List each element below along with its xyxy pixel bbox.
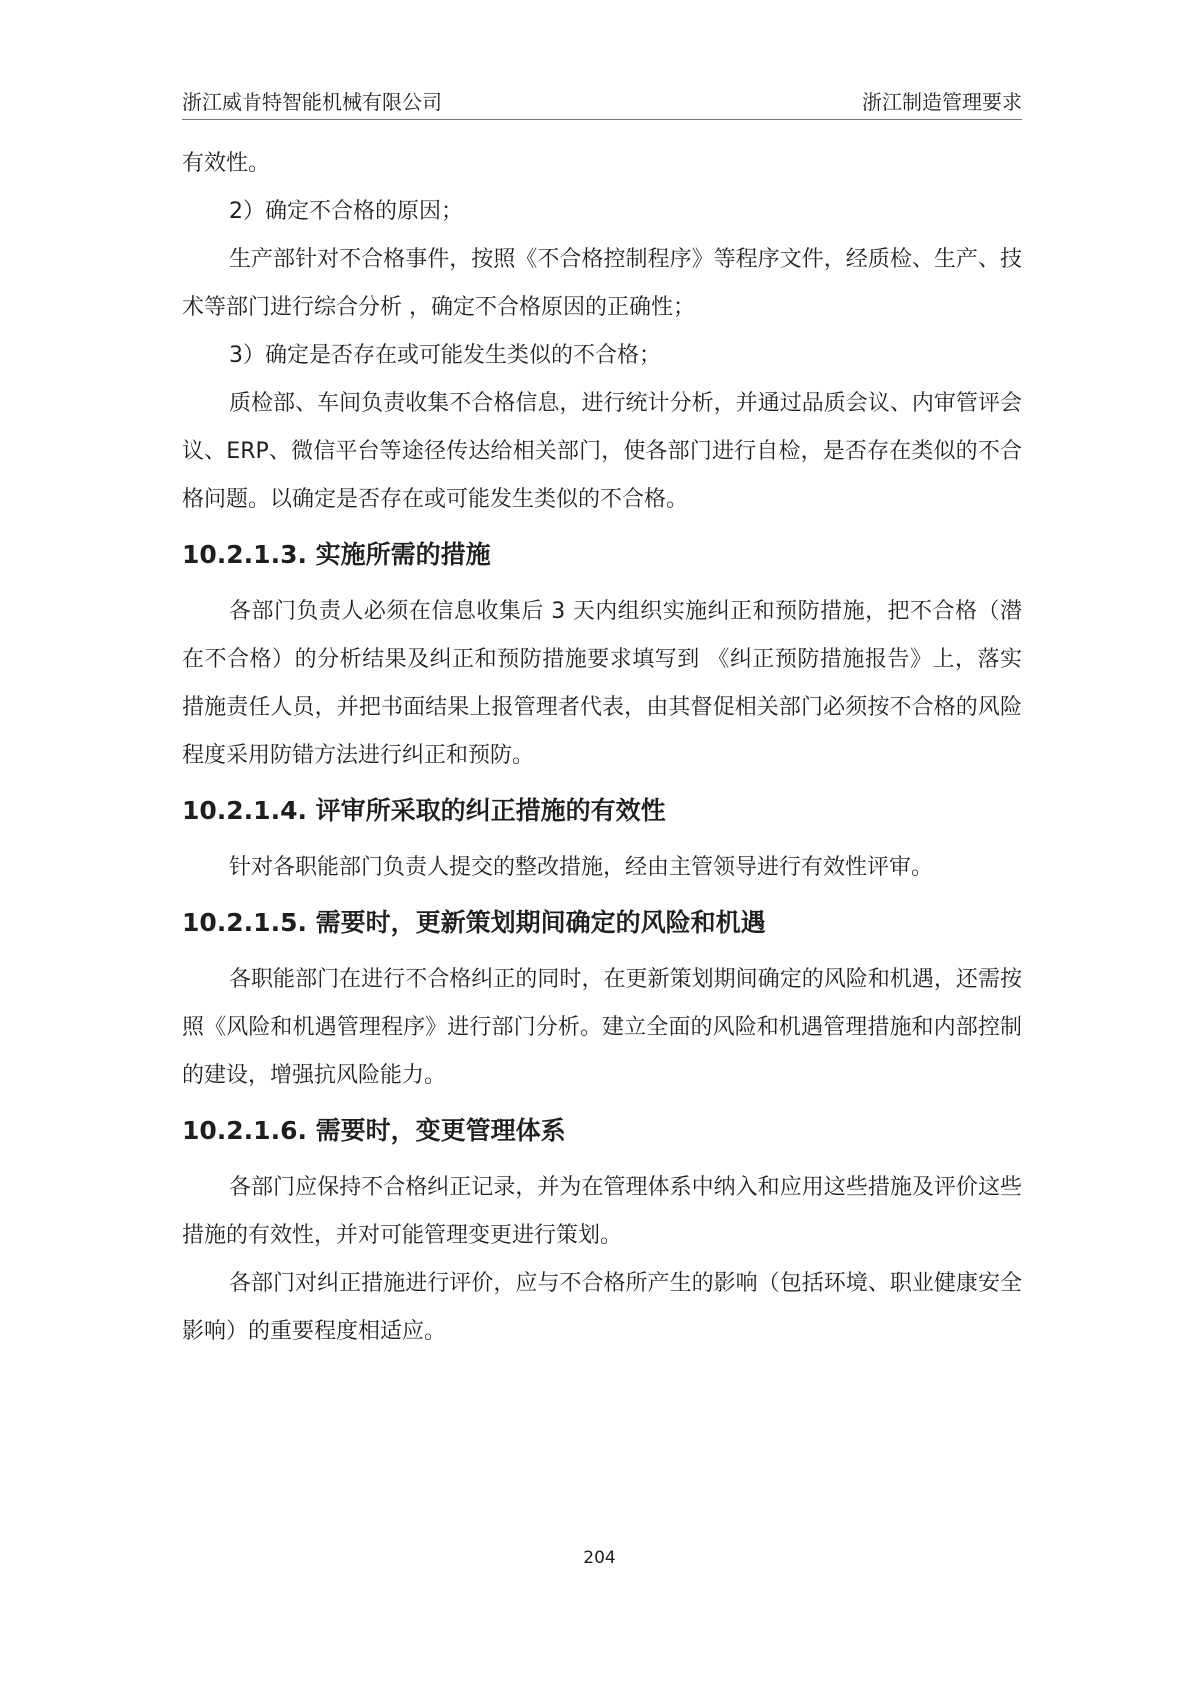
- section-heading-10-2-1-5: 10.2.1.5. 需要时，更新策划期间确定的风险和机遇: [182, 908, 766, 937]
- page-header: [182, 86, 1022, 116]
- header-company-name: 浙江威肯特智能机械有限公司: [182, 90, 442, 114]
- page-number: 204: [583, 1548, 616, 1568]
- section-heading-10-2-1-3: 10.2.1.3. 实施所需的措施: [182, 540, 491, 569]
- list-item-similar: 3）确定是否存在或可能发生类似的不合格；: [229, 343, 661, 368]
- list-item-cause: 2）确定不合格的原因；: [229, 199, 463, 224]
- paragraph-continuation: 有效性。: [182, 151, 271, 176]
- paragraph-10-2-1-6-b: 各部门对纠正措施进行评价，应与不合格所产生的影响（包括环境、职业健康安全影响）的重要程度相适应。: [182, 1271, 1022, 1344]
- paragraph-10-2-1-5: 各职能部门在进行不合格纠正的同时，在更新策划期间确定的风险和机遇，还需按照《风险和机遇管理程序》进行部门分析。建立全面的风险和机遇管理措施和内部控制的建设，增强抗风险能力。: [182, 967, 1022, 1088]
- paragraph-10-2-1-3: 各部门负责人必须在信息收集后 3 天内组织实施纠正和预防措施，把不合格（潜在不合格）的分析结果及纠正和预防措施要求填写到 《纠正预防措施报告》上，落实措施责任人员，并把书面结果上报管理者代表，由其督促相关部门必须按不合格的风险程度采用防错方法进行纠正和预防。: [182, 599, 1022, 768]
- header-divider: [182, 119, 1022, 120]
- paragraph-similar-analysis: 质检部、车间负责收集不合格信息，进行统计分析，并通过品质会议、内审管评会议、ERP、微信平台等途径传达给相关部门，使各部门进行自检，是否存在类似的不合格问题。以确定是否存在或可能发生类似的不合格。: [182, 391, 1022, 512]
- paragraph-10-2-1-4: 针对各职能部门负责人提交的整改措施，经由主管领导进行有效性评审。: [229, 855, 934, 880]
- section-heading-10-2-1-6: 10.2.1.6. 需要时，变更管理体系: [182, 1116, 566, 1145]
- header-document-title: 浙江制造管理要求: [862, 90, 1022, 114]
- paragraph-10-2-1-6-a: 各部门应保持不合格纠正记录，并为在管理体系中纳入和应用这些措施及评价这些措施的有效性，并对可能管理变更进行策划。: [182, 1175, 1022, 1248]
- section-heading-10-2-1-4: 10.2.1.4. 评审所采取的纠正措施的有效性: [182, 796, 666, 825]
- page-content: [182, 140, 1022, 1356]
- paragraph-cause-analysis: 生产部针对不合格事件，按照《不合格控制程序》等程序文件，经质检、生产、技术等部门进行综合分析 ，确定不合格原因的正确性；: [182, 247, 1022, 320]
